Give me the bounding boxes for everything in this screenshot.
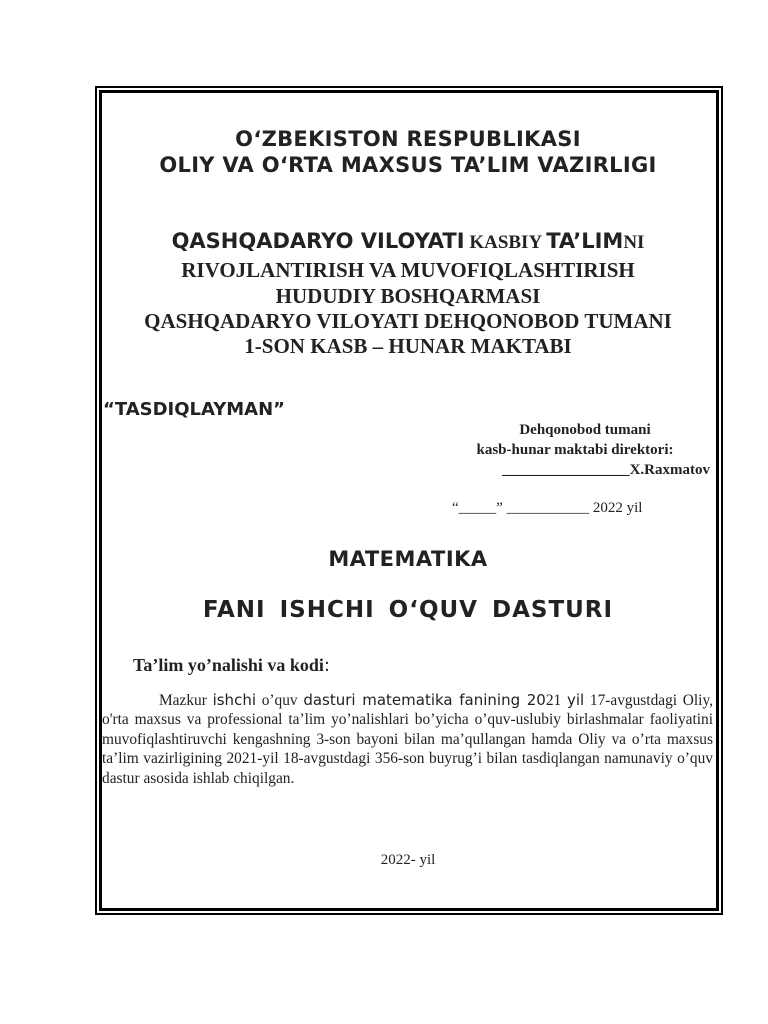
region-talim: TA’LIM [546,229,624,253]
administration-line-2: RIVOJLANTIRISH VA MUVOFIQLASHTIRISH [181,258,635,282]
direction-label-colon: : [323,655,330,676]
subject-title: MATEMATIKA [328,547,488,571]
school-name: 1-SON KASB – HUNAR MAKTABI [244,334,572,358]
approval-date-line: “_____” ___________ 2022 yil [452,500,643,516]
para-part-7: 17-avgustdagi Oliy, o'rta maxsus va professional ta’lim yo’nalishlari bo’yicha o’quv-uslubiy birlashmalar faoliyatini muvofiqlashtiruvchi kengashning 3-son bayoni bilan ma’qullangan hamda Oliy va o’rta maxsus ta’lim vazirligining 2021-yil 18-avgustdagi 356-son buyrug’i bilan tasdiqlangan namunaviy o’quv dastur asosida ishlab chiqilgan. [102,692,713,787]
para-part-5: 21 [545,692,567,709]
region-suffix: NI [623,232,645,253]
direction-label [133,655,330,676]
director-line-1: Dehqonobod tumani [519,422,651,438]
direction-label-text: Ta’lim yo’nalishi va kodi [133,655,324,675]
region-administration-line [100,229,716,254]
region-kasbiy: KASBIY [464,232,547,253]
district-line: QASHQADARYO VILOYATI DEHQONOBOD TUMANI [144,309,672,333]
region-name: QASHQADARYO VILOYATI [171,229,465,253]
administration-line-3: HUDUDIY BOSHQARMASI [275,284,541,308]
director-signature-line: _________________X.Raxmatov [502,462,710,478]
description-paragraph [102,691,713,788]
approval-label: “TASDIQLAYMAN” [103,399,285,420]
director-line-2: kasb-hunar maktabi direktori: [476,442,674,458]
ministry-name: OLIY VA O‘RTA MAXSUS TA’LIM VAZIRLIGI [159,153,657,177]
footer-year: 2022- yil [380,852,436,868]
para-part-3: o’quv [256,692,304,709]
para-part-6: yil [566,691,585,709]
ministry-country: O‘ZBEKISTON RESPUBLIKASI [235,127,581,151]
para-part-2: ishchi [212,691,256,709]
para-part-1: Mazkur [159,692,213,709]
program-title: FANI ISHCHI O‘QUV DASTURI [202,597,614,623]
para-part-4: dasturi matematika fanining 20 [303,691,546,709]
